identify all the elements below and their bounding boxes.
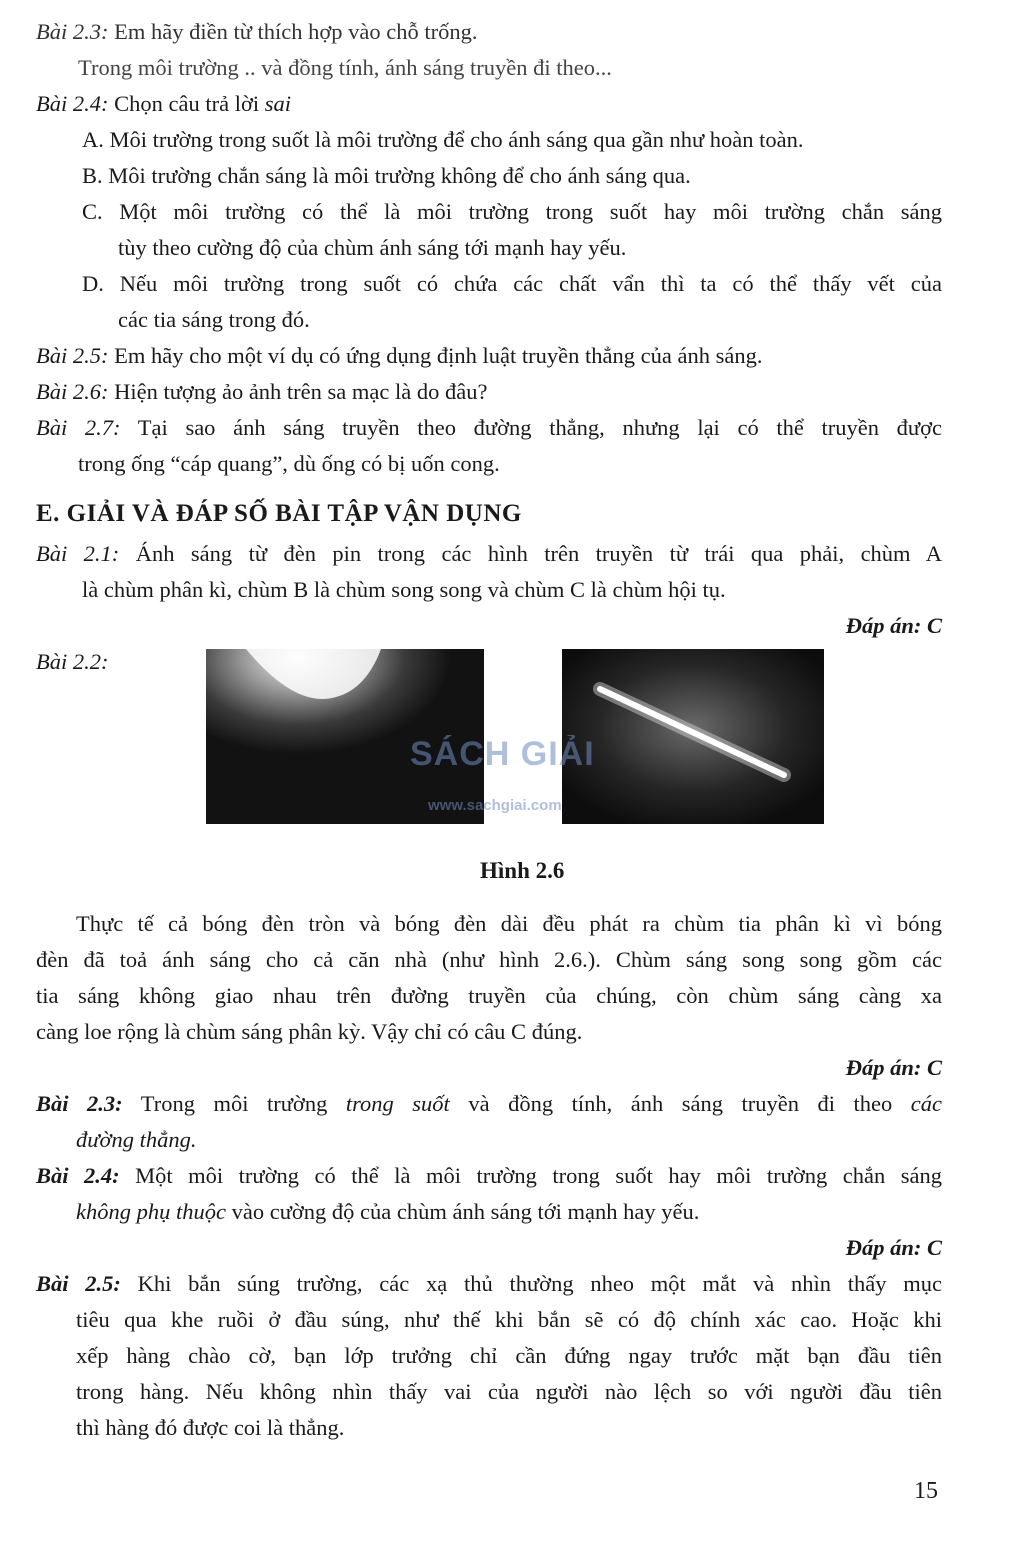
answer-emphasis: trong suốt [345,1091,450,1116]
exercise-label: Bài 2.4: [36,91,109,116]
answer-2-5-line2: tiêu qua khe ruồi ở đầu súng, như thế khi bắn sẽ có độ chính xác cao. Hoặc khi [76,1307,942,1332]
exercise-2-3-line2: Trong môi trường .. và đồng tính, ánh sáng truyền đi theo... [78,55,612,80]
exercise-label: Bài 2.3: [36,19,109,44]
watermark-url: www.sachgiai.com [428,797,562,814]
answer-2-2-para-2: đèn đã toả ánh sáng cho cả căn nhà (như hình 2.6.). Chùm sáng song song gồm các [36,947,942,972]
answer-text: Ánh sáng từ đèn pin trong các hình trên truyền từ trái qua phải, chùm A [135,541,942,566]
answer-label: Bài 2.3: [36,1091,123,1116]
exercise-text: Chọn câu trả lời [114,91,260,116]
exercise-text: Hiện tượng ảo ảnh trên sa mạc là do đâu? [114,379,488,404]
exercise-2-5 [36,338,762,374]
exercise-label: Bài 2.7: [36,415,121,440]
answer-2-3 [36,1086,942,1122]
exercise-2-3 [36,14,478,50]
answer-key: Đáp án: C [845,613,942,638]
answer-emphasis: không phụ thuộc [76,1199,226,1224]
answer-label: Bài 2.1: [36,541,120,566]
answer-key: Đáp án: C [845,1055,942,1080]
answer-label: Bài 2.5: [36,1271,121,1296]
answer-key: Đáp án: C [845,1235,942,1260]
option-d: D. Nếu môi trường trong suốt có chứa các chất vẩn thì ta có thể thấy vết của [82,271,942,296]
answer-text: Một môi trường có thể là môi trường trong suốt hay môi trường chắn sáng [135,1163,942,1188]
answer-label: Bài 2.4: [36,1163,120,1188]
answer-2-1-cont: là chùm phân kì, chùm B là chùm song song và chùm C là chùm hội tụ. [82,577,726,602]
answer-2-2-label: Bài 2.2: [36,649,109,674]
section-heading: E. GIẢI VÀ ĐÁP SỐ BÀI TẬP VẬN DỤNG [36,500,522,527]
exercise-label: Bài 2.6: [36,379,109,404]
exercise-2-7-cont: trong ống “cáp quang”, dù ống có bị uốn cong. [78,451,500,476]
option-b: B. Môi trường chắn sáng là môi trường không để cho ánh sáng qua. [82,163,691,188]
exercise-2-7 [36,410,942,446]
answer-text: Khi bắn súng trường, các xạ thủ thường nheo một mắt và nhìn thấy mục [137,1271,942,1296]
exercise-2-6 [36,374,487,410]
answer-2-2-para-4: càng loe rộng là chùm sáng phân kỳ. Vậy chỉ có câu C đúng. [36,1019,583,1044]
answer-2-4 [36,1158,942,1194]
answer-2-5-line3: xếp hàng chào cờ, bạn lớp trưởng chỉ cần đứng ngay trước mặt bạn đầu tiên [76,1343,942,1368]
exercise-text: Tại sao ánh sáng truyền theo đường thẳng, nhưng lại có thể truyền được [137,415,942,440]
answer-2-5-line5: thì hàng đó được coi là thẳng. [76,1415,345,1440]
exercise-text: Em hãy cho một ví dụ có ứng dụng định luật truyền thẳng của ánh sáng. [114,343,763,368]
answer-2-2-para-3: tia sáng không giao nhau trên đường truyền của chúng, còn chùm sáng càng xa [36,983,942,1008]
option-c-cont: tùy theo cường độ của chùm ánh sáng tới mạnh hay yếu. [118,235,627,260]
exercise-emphasis: sai [264,91,292,116]
answer-2-5 [36,1266,942,1302]
answer-emphasis: các [910,1091,942,1116]
answer-text: vào cường độ của chùm ánh sáng tới mạnh hay yếu. [231,1199,700,1224]
answer-text: và đồng tính, ánh sáng truyền đi theo [468,1091,893,1116]
figure-caption: Hình 2.6 [480,858,565,883]
answer-2-2-para-1: Thực tế cả bóng đèn tròn và bóng đèn dài đều phát ra chùm tia phân kì vì bóng [76,911,942,936]
exercise-label: Bài 2.5: [36,343,109,368]
answer-2-1 [36,536,942,572]
answer-2-5-line4: trong hàng. Nếu không nhìn thấy vai của người nào lệch so với người đầu tiên [76,1379,942,1404]
option-a: A. Môi trường trong suốt là môi trường để cho ánh sáng qua gần như hoàn toàn. [82,127,804,152]
answer-2-3-cont: đường thẳng. [76,1127,197,1152]
exercise-text: Em hãy điền từ thích hợp vào chỗ trống. [114,19,478,44]
option-c: C. Một môi trường có thể là môi trường trong suốt hay môi trường chắn sáng [82,199,942,224]
exercise-2-4 [36,86,291,122]
watermark-logo: SÁCH GIẢI [410,735,595,773]
tube-lamp-photo [562,649,824,824]
option-d-cont: các tia sáng trong đó. [118,307,310,332]
page-number: 15 [914,1478,938,1504]
answer-text: Trong môi trường [140,1091,328,1116]
answer-2-4-cont [76,1194,699,1230]
